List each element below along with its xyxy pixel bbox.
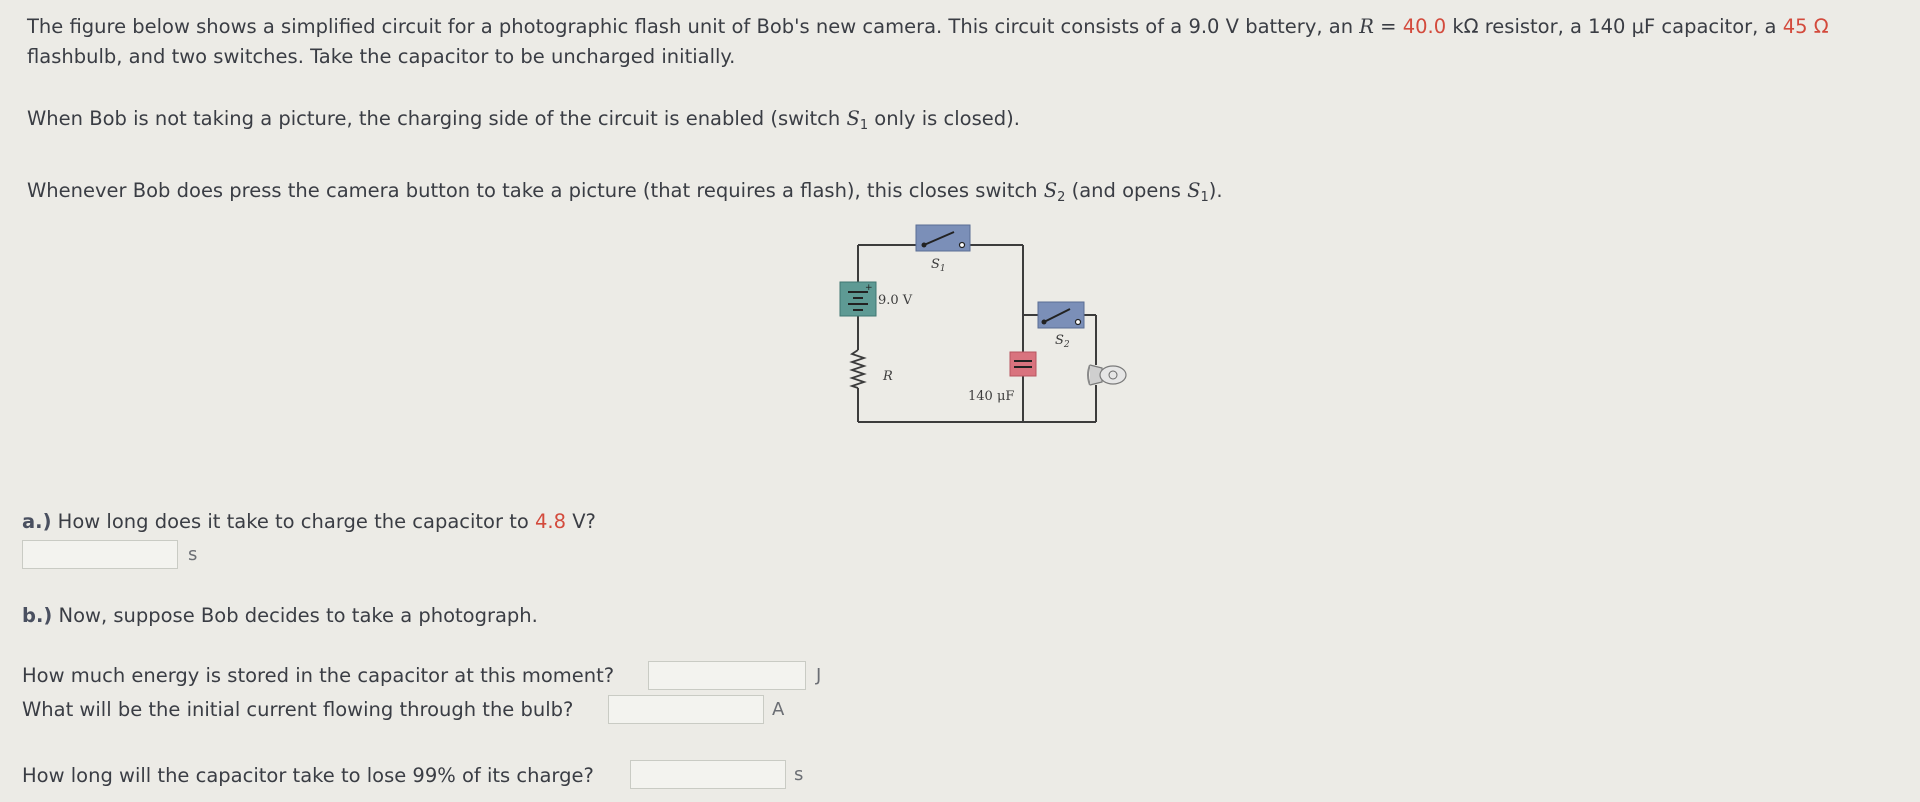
svg-text:S2: $S_2$ [1055,333,1070,350]
discharge-time-input[interactable] [630,760,786,789]
flash-paragraph: Whenever Bob does press the camera button to take a picture (that requires a flash), this closes switch $S_2$ (and opens $S_1$). [27,179,1223,205]
intro-line-2: flashbulb, and two switches. Take the capacitor to be uncharged initially. [27,45,736,68]
discharge-time-unit: s [794,764,804,785]
switch-s2 [1038,302,1084,350]
discharge-time-question: How long will the capacitor take to lose 99% of its charge? [22,764,594,787]
current-question: What will be the initial current flowing through the bulb? [22,698,574,721]
svg-text:R: R [883,369,893,384]
current-input[interactable] [608,695,764,724]
svg-text:140 μF: 140 μF [968,389,1015,404]
charge-time-unit: s [188,544,198,565]
switch-s1 [916,225,970,274]
charging-paragraph: When Bob is not taking a picture, the charging side of the circuit is enabled (switch $S_1$ only is closed). [27,107,1020,133]
capacitor [968,352,1036,404]
energy-input[interactable] [648,661,806,690]
energy-question: How much energy is stored in the capacitor at this moment? [22,664,615,687]
energy-unit: J [816,665,822,686]
circuit-diagram [828,220,1158,430]
svg-text:9.0 V: 9.0 V [878,293,913,308]
charge-time-input[interactable] [22,540,178,569]
flashbulb-icon [1088,365,1126,385]
battery [840,282,913,316]
svg-text:S1: $S_1$ [931,257,946,274]
resistor [850,350,893,388]
svg-text:+: + [865,283,873,293]
question-a-text: a.) How long does it take to charge the capacitor to 4.8 V? [22,510,596,533]
intro-line-1: The figure below shows a simplified circuit for a photographic flash unit of Bob's new camera. This circuit consists of a 9.0 V battery, an R = 40.0 kΩ resistor, a 140 μF capacitor, a 45 Ω [27,15,1829,38]
current-unit: A [772,699,785,720]
question-b-text: b.) Now, suppose Bob decides to take a photograph. [22,604,538,627]
